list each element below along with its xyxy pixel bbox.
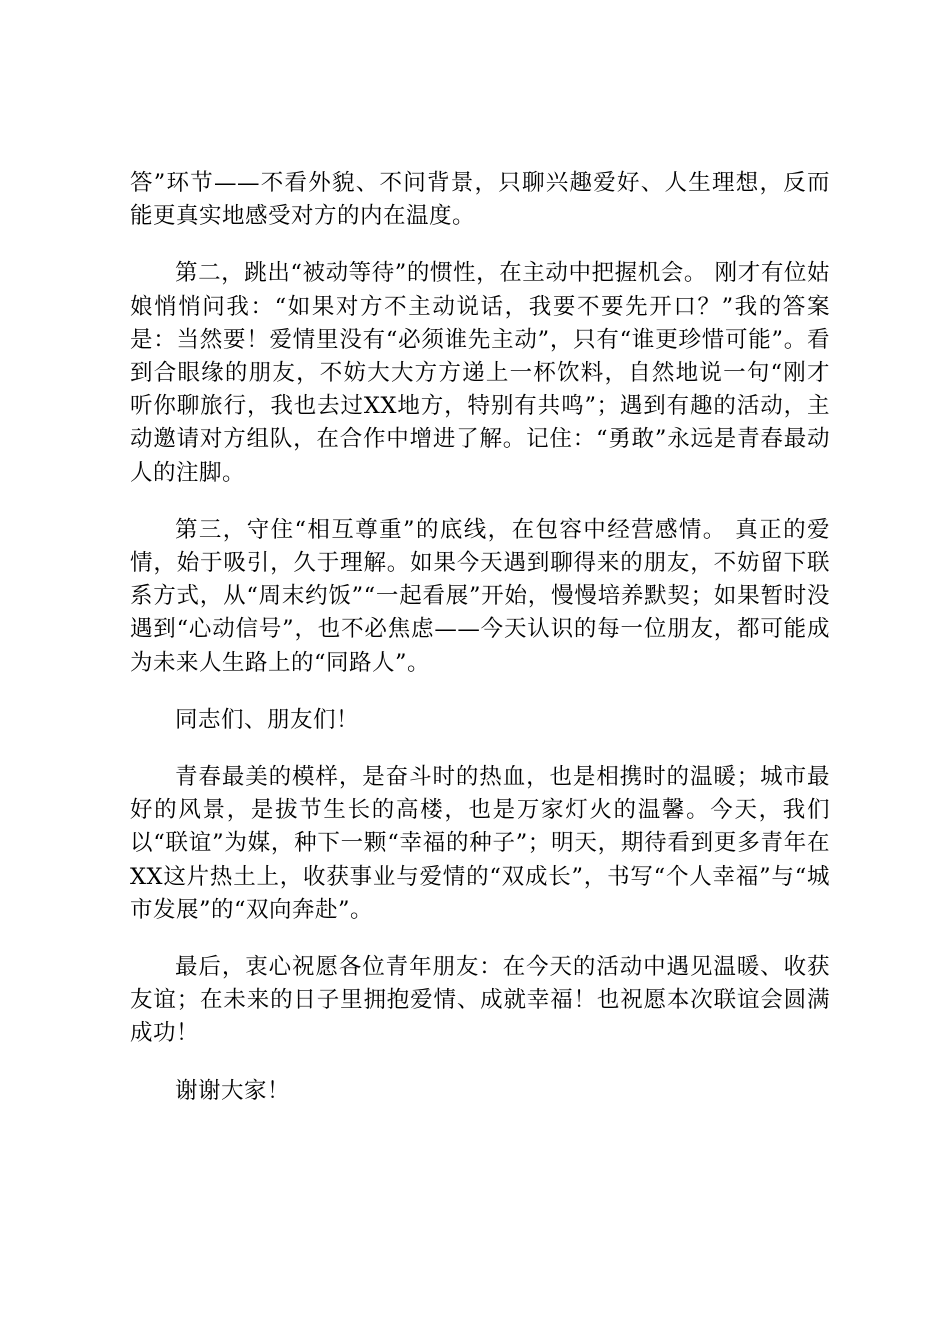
paragraph-second-point: 第二，跳出“被动等待”的惯性，在主动中把握机会。 刚才有位姑娘悄悄问我：“如果对方不主动说话，我要不要先开口？”我的答案是：当然要！爱情里没有“必须谁先主动”，只有“谁更珍惜可能”。看到合眼缘的朋友，不妨大大方方递上一杯饮料，自然地说一句“刚才听你聊旅行，我也去过XX地方，特别有共鸣”；遇到有趣的活动，主动邀请对方组队，在合作中增进了解。记住：“勇敢”永远是青春最动人的注脚。 (130, 260, 830, 486)
paragraph-youth: 青春最美的模样，是奋斗时的热血，也是相携时的温暖；城市最好的风景，是拔节生长的高楼，也是万家灯火的温馨。今天，我们以“联谊”为媒，种下一颗“幸福的种子”；明天，期待看到更多青年在XX这片热土上，收获事业与爱情的“双成长”，书写“个人幸福”与“城市发展”的“双向奔赴”。 (130, 764, 830, 923)
paragraph-thanks: 谢谢大家！ (175, 1077, 291, 1104)
paragraph-wishes: 最后，衷心祝愿各位青年朋友：在今天的活动中遇见温暖、收获友谊；在未来的日子里拥抱爱情、成就幸福！也祝愿本次联谊会圆满成功！ (130, 954, 830, 1047)
paragraph-salutation: 同志们、朋友们！ (175, 706, 360, 733)
paragraph-third-point: 第三，守住“相互尊重”的底线，在包容中经营感情。 真正的爱情，始于吸引，久于理解。如果今天遇到聊得来的朋友，不妨留下联系方式，从“周末约饭”“一起看展”开始，慢慢培养默契；如果暂时没遇到“心动信号”，也不必焦虑——今天认识的每一位朋友，都可能成为未来人生路上的“同路人”。 (130, 516, 830, 676)
paragraph-continuation: 答”环节——不看外貌、不问背景，只聊兴趣爱好、人生理想，反而能更真实地感受对方的内在温度。 (130, 170, 830, 230)
document-body (130, 167, 830, 1132)
